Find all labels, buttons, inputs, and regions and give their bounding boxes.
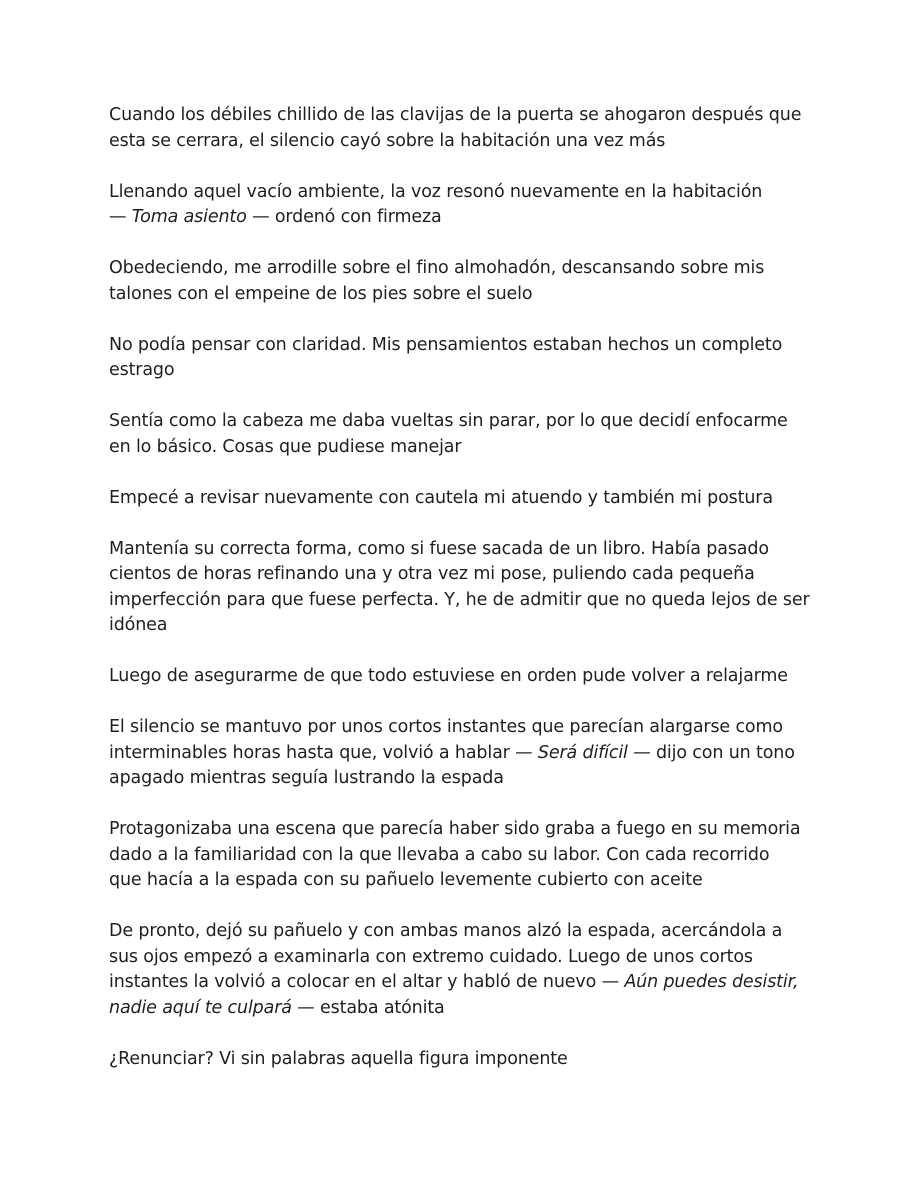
text-run: esta se cerrara, el silencio cayó sobre la habitación una vez más (109, 130, 666, 151)
text-line (109, 588, 810, 614)
italic-dialogue: nadie aquí te culpará (109, 997, 292, 1018)
paragraph (109, 919, 799, 1021)
paragraph (109, 664, 799, 690)
paragraph (109, 817, 799, 894)
text-line (109, 409, 799, 435)
text-run: De pronto, dejó su pañuelo y con ambas manos alzó la espada, acercándola a (109, 921, 783, 941)
paragraph (109, 103, 802, 154)
text-run: dado a la familiaridad con la que llevaba a cabo su labor. Con cada recorrido (109, 844, 770, 865)
text-line (109, 664, 799, 690)
text-line (109, 996, 799, 1022)
paragraph (109, 409, 799, 460)
paragraph (109, 486, 799, 512)
paragraph (109, 180, 799, 231)
text-run: imperfección para que fuese perfecta. Y, he de admitir que no queda lejos de ser (109, 589, 810, 610)
italic-dialogue: Será difícil (537, 742, 628, 763)
text-run: Obedeciendo, me arrodille sobre el fino almohadón, descansando sobre mis (109, 258, 765, 278)
text-run: — dijo con un tono (627, 742, 795, 763)
text-run: Mantenía su correcta forma, como si fuese sacada de un libro. Había pasado (109, 538, 769, 559)
text-line (109, 613, 799, 639)
text-line (109, 486, 799, 512)
text-run: El silencio se mantuvo por unos cortos instantes que parecían alargarse como (109, 717, 783, 737)
text-line (109, 817, 799, 843)
text-run: interminables horas hasta que, volvió a hablar — (109, 742, 538, 763)
text-line (109, 282, 799, 308)
text-run: — ordenó con firmeza (246, 207, 442, 227)
text-run: Cuando los débiles chillido de las clavijas de la puerta se ahogaron después que (109, 105, 802, 125)
text-run: Sentía como la cabeza me daba vueltas sin parar, por lo que decidí enfocarme (109, 411, 788, 431)
document-body (109, 103, 810, 1072)
paragraph (109, 256, 799, 307)
text-line (109, 256, 799, 282)
italic-dialogue: Toma asiento (131, 207, 247, 227)
text-line (109, 562, 799, 588)
text-line (109, 868, 799, 894)
text-run: sus ojos empezó a examinarla con extremo cuidado. Luego de unos cortos (109, 946, 753, 967)
text-run: — (109, 207, 132, 227)
text-run: en lo básico. Cosas que pudiese manejar (109, 436, 462, 457)
text-line (109, 715, 799, 741)
text-line (109, 435, 799, 461)
text-line (109, 129, 799, 155)
text-run: que hacía a la espada con su pañuelo levemente cubierto con aceite (109, 870, 703, 890)
text-line (109, 919, 799, 945)
text-run: estrago (109, 360, 175, 380)
paragraph (109, 333, 799, 384)
text-line (109, 358, 799, 384)
text-run: apagado mientras seguía lustrando la espada (109, 768, 504, 788)
text-run: No podía pensar con claridad. Mis pensamientos estaban hechos un completo (109, 334, 783, 355)
text-line (109, 741, 799, 767)
text-run: Llenando aquel vacío ambiente, la voz resonó nuevamente en la habitación (109, 181, 763, 202)
italic-dialogue: Aún puedes desistir, (624, 972, 799, 992)
text-line (109, 766, 799, 792)
text-line (109, 180, 799, 206)
text-line (109, 945, 799, 971)
text-run: cientos de horas refinando una y otra vez mi pose, puliendo cada pequeña (109, 564, 755, 584)
text-line (109, 205, 799, 231)
text-line (109, 537, 799, 563)
text-run: Empecé a revisar nuevamente con cautela mi atuendo y también mi postura (109, 487, 773, 508)
text-line (109, 1047, 799, 1073)
text-line (109, 333, 799, 359)
text-line (109, 970, 799, 996)
text-run: talones con el empeine de los pies sobre el suelo (109, 283, 533, 304)
text-run: idónea (109, 615, 168, 635)
text-run: ¿Renunciar? Vi sin palabras aquella figura imponente (109, 1048, 568, 1069)
text-run: Luego de asegurarme de que todo estuviese en orden pude volver a relajarme (109, 666, 788, 686)
paragraph (109, 1047, 799, 1073)
text-run: instantes la volvió a colocar en el altar y habló de nuevo — (109, 972, 625, 992)
text-line (109, 843, 799, 869)
text-line (109, 103, 802, 129)
text-run: Protagonizaba una escena que parecía haber sido graba a fuego en su memoria (109, 819, 801, 839)
text-run: — estaba atónita (291, 997, 445, 1018)
paragraph (109, 715, 799, 792)
paragraph (109, 537, 810, 639)
